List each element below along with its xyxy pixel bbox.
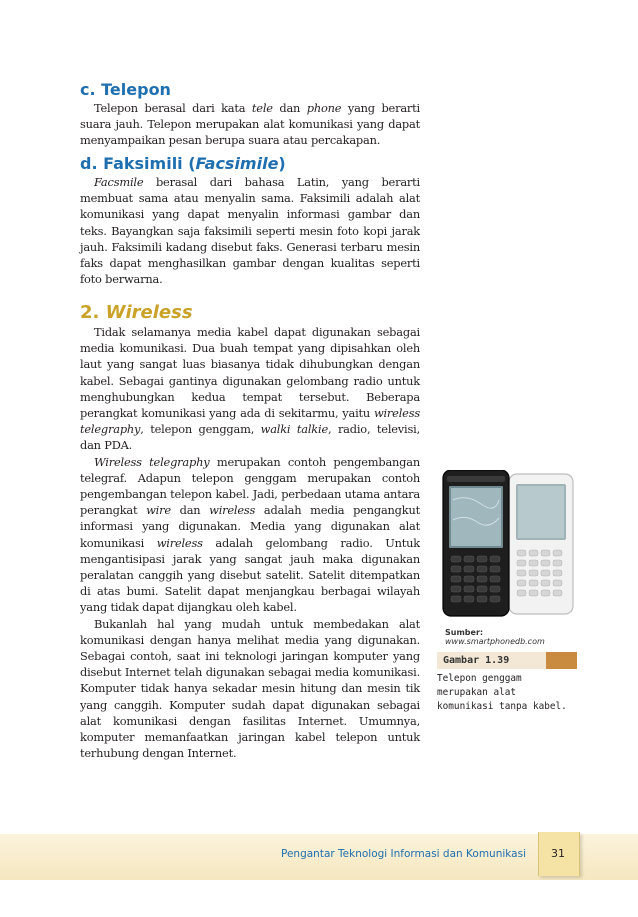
figure-source: [437, 628, 577, 646]
heading-faksimili: d. Faksimili (Facsimile): [80, 154, 286, 173]
heading-wireless-number: 2.: [80, 302, 100, 323]
heading-wireless: [80, 302, 420, 324]
heading-wireless-title: Wireless: [105, 302, 193, 323]
figure-source-value: www.smartphonedb.com: [445, 637, 545, 646]
para-faksimili: Facsmile berasal dari bahasa Latin, yang berarti membuat sama atau menyalin sama. Faksimili adalah alat komunikasi yang dapat menyalin informasi gambar dan teks. Bayangkan saja faksimili seperti mesin foto kopi jarak jauh. Faksimili kadang disebut faks. Generasi terbaru mesin faks dapat menghasilkan gambar dengan kualitas seperti foto berwarna.: [80, 175, 420, 287]
figure-description: Telepon genggam merupakan alat komunikasi tanpa kabel.: [437, 673, 567, 712]
section-wireless: [80, 300, 420, 761]
section-faksimili: [80, 154, 420, 287]
footer-book-title: Pengantar Teknologi Informasi dan Komunikasi: [281, 848, 526, 860]
page-number: 31: [551, 847, 565, 860]
para-wireless-2: Wireless telegraphy merupakan contoh pengembangan telegraf. Adapun telepon genggam merupakan contoh pengembangan telepon kabel. Jadi, perbedaan utama antara perangkat wire dan wireless adalah media pengangkut informasi yang digunakan. Media yang digunakan alat komunikasi wireless adalah gelombang radio. Untuk mengantisipasi jarak yang sangat jauh maka digunakan peralatan canggih yang disebut satelit. Satelit ditempatkan di atas bumi. Satelit dapat menjangkau berbagai wilayah yang tidak dapat dijangkau oleh kabel.: [80, 454, 421, 615]
para-wireless-1: Tidak selamanya media kabel dapat digunakan sebagai media komunikasi. Dua buah tempat yang dipisahkan oleh laut yang sangat luas biasanya tidak dihubungkan dengan kabel. Sebagai gantinya digunakan gelombang radio untuk menghubungkan kedua tempat tersebut. Beberapa perangkat komunikasi yang ada di sekitarmu, yaitu wireless telegraphy, telepon genggam, walki talkie, radio, televisi, dan PDA.: [80, 325, 420, 453]
para-telepon: Telepon berasal dari kata tele dan phone yang berarti suara jauh. Telepon merupakan alat komunikasi yang dapat menyampaikan pesan berupa suara atau percakapan.: [80, 101, 420, 148]
figure-title: Gambar 1.39: [437, 652, 577, 669]
figure-1-39: [437, 470, 577, 714]
smartphones-image: [437, 470, 577, 620]
heading-telepon: c. Telepon: [80, 80, 171, 99]
section-telepon: [80, 80, 420, 149]
figure-source-label: Sumber:: [445, 628, 484, 637]
para-wireless-3: Bukanlah hal yang mudah untuk membedakan alat komunikasi dengan hanya melihat media yang digunakan. Sebagai contoh, saat ini teknologi jaringan komputer yang disebut Internet telah digunakan sebagai media komunikasi. Komputer tidak hanya sekadar mesin hitung dan mesin tik yang canggih. Komputer sudah dapat digunakan sebagai alat komunikasi dengan fasilitas Internet. Umumnya, komputer memanfaatkan jaringan kabel telepon untuk terhubung dengan Internet.: [80, 616, 420, 761]
